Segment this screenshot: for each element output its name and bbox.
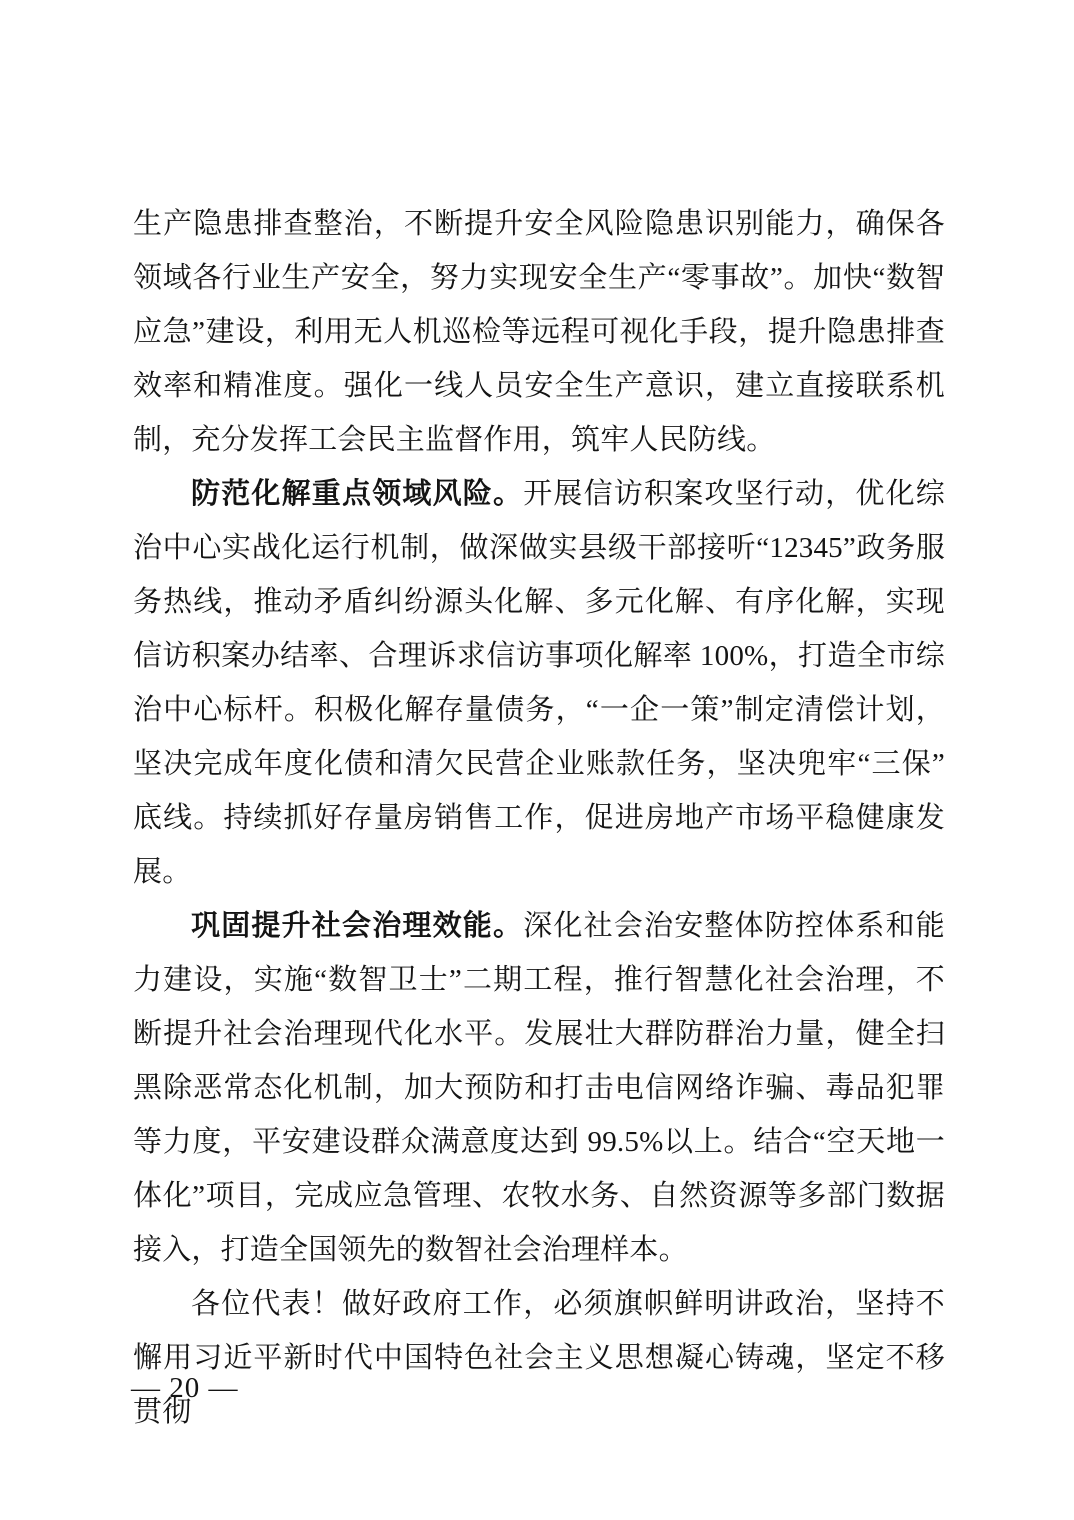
paragraph-text: 深化社会治安整体防控体系和能力建设，实施“数智卫士”二期工程，推行智慧化社会治理，不断提升社会治理现代化水平。发展壮大群防群治力量，健全扫黑除恶常态化机制，加大预防和打击电信网络诈骗、毒品犯罪等力度，平安建设群众满意度达到 99.5%以上。结合“空天地一体化”项目，完成应急管理、农牧水务、自然资源等多部门数据接入，打造全国领先的数智社会治理样本。	[133, 910, 945, 1266]
paragraph-text: 开展信访积案攻坚行动，优化综治中心实战化运行机制，做深做实县级干部接听“12345”政务服务热线，推动矛盾纠纷源头化解、多元化解、有序化解，实现信访积案办结率、合理诉求信访事项化解率 100%，打造全市综治中心标杆。积极化解存量债务，“一企一策”制定清偿计划，坚决完成年度化债和清欠民营企业账款任务，坚决兜牢“三保”底线。持续抓好存量房销售工作，促进房地产市场平稳健康发展。	[133, 478, 945, 888]
para-delegates-address	[133, 1277, 945, 1439]
paragraph-lead-heading: 防范化解重点领域风险。	[191, 478, 524, 510]
para-social-governance	[133, 899, 945, 1277]
para-production-safety	[133, 197, 945, 467]
paragraph-text: 各位代表！做好政府工作，必须旗帜鲜明讲政治，坚持不懈用习近平新时代中国特色社会主义思想凝心铸魂，坚定不移贯彻	[133, 1288, 945, 1428]
paragraph-lead-heading: 巩固提升社会治理效能。	[191, 910, 524, 942]
paragraph-text: 生产隐患排查整治，不断提升安全风险隐患识别能力，确保各领域各行业生产安全，努力实现安全生产“零事故”。加快“数智应急”建设，利用无人机巡检等远程可视化手段，提升隐患排查效率和精准度。强化一线人员安全生产意识，建立直接联系机制，充分发挥工会民主监督作用，筑牢人民防线。	[133, 208, 945, 456]
page-number: — 20 —	[131, 1372, 239, 1404]
page-body	[133, 197, 945, 1439]
para-risk-prevention	[133, 467, 945, 899]
